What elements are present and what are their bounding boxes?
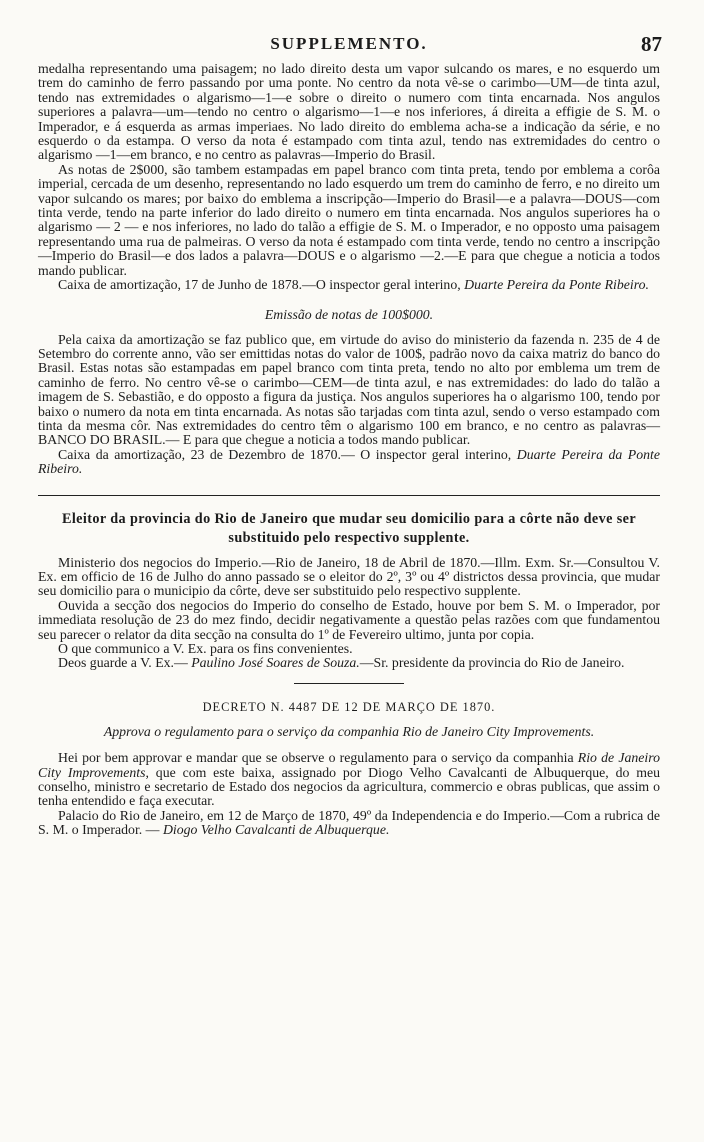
decree-text-b: , que com este baixa, assignado por Diogo Velho Cavalcanti de Albuquerque, do meu conselho, ministro e secretario de Estado dos negocios da agricultura, commercio e obras publicas, que assim o tenha entendido e faça executar. xyxy=(38,764,660,809)
page-number: 87 xyxy=(641,32,662,56)
decree-paragraph-1 xyxy=(38,751,660,809)
section2-signature: Duarte Pereira da Ponte Ribeiro. xyxy=(38,446,660,477)
decree-closing xyxy=(38,809,660,838)
article1-paragraph-1: medalha representando uma paisagem; no lado direito desta um vapor sulcando os mares, e no esquerdo um trem do caminho de ferro passando por uma ponte. No centro da nota vê-se o carimbo—UM—de tinta azul, tendo nas extremidades o algarismo—1—e sobre o direito o numero com tinta encarnada. Nos angulos superiores a palavra—um—tendo no centro o algarismo—1—e nos inferiores, á direita a effigie de S. M. o Imperador, e á esquerda as armas imperiaes. No lado direito do emblema acha-se a indicação da série, e no esquerdo o da estampa. O verso da nota é estampado com tinta azul, tendo nas extremidades do centro o algarismo —1—em branco, e no centro as palavras—Imperio do Brasil. xyxy=(38,61,660,163)
section-divider xyxy=(38,495,660,496)
section3-closing-text: Deos guarde a V. Ex.— xyxy=(58,655,192,671)
section2-paragraph-1: Pela caixa da amortização se faz publico que, em virtude do aviso do ministerio da fazenda n. 235 de 4 de Setembro do corrente anno, vão ser emittidas notas do valor de 100$, padrão novo da caixa matriz do banco do Brasil. Estas notas são estampadas em papel branco com tinta preta, tendo no alto por emblema um trem de caminho de ferro. No centro vê-se o carimbo—CEM—de tinta azul, e nas extremidades: do lado do talão a imagem de S. Sebastião, e do opposto a figura da justiça. Nos angulos superiores ha o algarismo 100, tendo por baixo o numero da nota em tinta encarnada. As notas são tarjadas com tinta azul, sendo o verso estampado com tinta da mesma côr. Nas extremidades do centro têm o algarismo 100 em branco, e no centro as palavras—BANCO DO BRASIL.— E para que chegue a noticia a todos mando publicar. xyxy=(38,331,660,448)
short-divider xyxy=(294,683,404,684)
decree-signature: Diogo Velho Cavalcanti de Albuquerque. xyxy=(162,822,390,838)
page xyxy=(38,30,660,838)
decree-text-a: Hei por bem approvar e mandar que se observe o regulamento para o serviço da companhia xyxy=(58,750,578,766)
section3-paragraph-1: Ministerio dos negocios do Imperio.—Rio de Janeiro, 18 de Abril de 1870.—Illm. Exm. Sr.—Consultou V. Ex. em officio de 16 de Julho do anno passado se o eleitor do 2º, 3º ou 4º districtos dessa provincia, que mudar seu domicilio para o municipio da côrte, deve ser substituido pelo respectivo supplente. xyxy=(38,554,660,599)
section3-signature: Paulino José Soares de Souza. xyxy=(191,655,360,671)
section2-title: Emissão de notas de 100$000. xyxy=(264,306,434,322)
section2-closing-text: Caixa da amortização, 23 de Dezembro de 1870.— O inspector geral interino, xyxy=(58,446,517,462)
section2-closing xyxy=(38,448,660,477)
decree-subtitle: Approva o regulamento para o serviço da companhia Rio de Janeiro City Improvements. xyxy=(103,723,595,739)
decree-title: DECRETO N. 4487 DE 12 DE MARÇO DE 1870. xyxy=(202,699,496,714)
section3-closing-tail: —Sr. presidente da provincia do Rio de Janeiro. xyxy=(359,655,625,671)
article1-closing-text: Caixa de amortização, 17 de Junho de 1878.—O inspector geral interino, xyxy=(58,277,465,293)
section3-paragraph-2: Ouvida a secção dos negocios do Imperio do conselho de Estado, houve por bem S. M. o Imperador, por immediata resolução de 23 do mez findo, decidir negativamente a questão pelas razões com que fundamentou seu parecer o relator da dita secção na consulta do 1º de Fevereiro ultimo, junta por copia. xyxy=(38,597,660,642)
page-header xyxy=(38,30,660,62)
article1-closing xyxy=(38,278,660,292)
decree-company-name: Rio de Janeiro City Improvements xyxy=(38,750,660,780)
section3-closing xyxy=(38,656,660,670)
article1-signature: Duarte Pereira da Ponte Ribeiro. xyxy=(464,277,649,293)
section3-heading: Eleitor da provincia do Rio de Janeiro que mudar seu domicilio para a côrte não deve ser substituido pelo respectivo supplente. xyxy=(61,510,637,546)
running-title: SUPPLEMENTO. xyxy=(270,34,428,53)
article1-paragraph-2: As notas de 2$000, são tambem estampadas em papel branco com tinta preta, tendo por emblema a corôa imperial, cercada de um desenho, representando no lado esquerdo um trem do caminho de ferro, e no direito um vapor sulcando os mares; por baixo do emblema a inscripção—Imperio do Brasil—e a palavra—DOUS—com tinta verde, tendo na parte inferior do lado direito o numero em tinta encarnada. Nos angulos superiores ha o algarismo — 2 — e nos inferiores, no lado do talão a effigie de S. M. o Imperador, e no opposto uma paisagem representando uma rua de palmeiras. O verso da nota é estampado com tinta verde, tendo no centro a inscripção—Imperio do Brasil—e dos lados a palavra—DOUS e o algarismo —2.—E para que chegue a noticia a todos mando publicar. xyxy=(38,161,660,278)
decree-closing-text: Palacio do Rio de Janeiro, em 12 de Março de 1870, 49º da Independencia e do Imperio.—Com a rubrica de S. M. o Imperador. — xyxy=(38,807,660,838)
section3-paragraph-3: O que communico a V. Ex. para os fins convenientes. xyxy=(58,641,353,656)
